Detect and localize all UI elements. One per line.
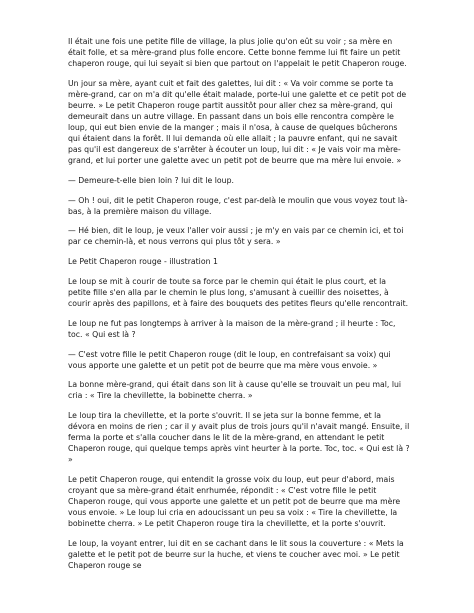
paragraph: Il était une fois une petite fille de village, la plus jolie qu'on eût su voir ; sa mère en était folle, et sa mère-grand plus folle encore. Cette bonne femme lui fit faire un petit chaperon rouge, qui lui seyait si bien que partout on l'appelait le petit Chaperon rouge. [68,37,407,69]
dialogue-line: — Hé bien, dit le loup, je veux l'aller voir aussi ; je m'y en vais par ce chemin ici, et toi par ce chemin-là, et nous verrons qui plus tôt y sera. » [68,226,404,247]
dialogue-line: — Demeure-t-elle bien loin ? lui dit le loup. [68,175,234,185]
paragraph: Le loup ne fut pas longtemps à arriver à la maison de la mère-grand ; il heurte : Toc, toc. « Qui est là ? [68,318,396,339]
paragraph: Le loup se mit à courir de toute sa force par le chemin qui était le plus court, et la petite fille s'en alla par le chemin le plus long, s'amusant à cueillir des noisettes, à courir après des papillons, et à faire des bouquets des petites fleurs qu'elle rencontrait. [68,276,409,309]
dialogue-line: — C'est votre fille le petit Chaperon rouge (dit le loup, en contrefaisant sa voix) qui vous apporte une galette et un petit pot de beurre que ma mère vous envoie. » [68,349,391,370]
paragraph: Le loup tira la chevillette, et la porte s'ouvrit. Il se jeta sur la bonne femme, et la dévora en moins de rien ; car il y avait plus de trois jours qu'il n'avait mangé. Ensuite, il ferma la porte et s'alla coucher dans le lit de la mère-grand, en attendant le petit Chaperon rouge, qui quelque temps après vint heurter à la porte. Toc, toc. « Qui est là ? » [68,411,410,465]
document-body [68,36,410,580]
illustration-caption: Le Petit Chaperon rouge - illustration 1 [68,257,218,267]
paragraph: Le petit Chaperon rouge, qui entendit la grosse voix du loup, eut peur d'abord, mais croyant que sa mère-grand était enrhumée, répondit : « C'est votre fille le petit Chaperon rouge, qui vous apporte une galette et un petit pot de beurre que ma mère vous envoie. » Le loup lui cria en adoucissant un peu sa voix : « Tire la chevillette, la bobinette cherra. » Le petit Chaperon rouge tira la chevillette, et la porte s'ouvrit. [68,475,401,529]
paragraph: Un jour sa mère, ayant cuit et fait des galettes, lui dit : « Va voir comme se porte ta mère-grand, car on m'a dit qu'elle était malade, porte-lui une galette et ce petit pot de beurre. » Le petit Chaperon rouge partit aussitôt pour aller chez sa mère-grand, qui demeurait dans un autre village. En passant dans un bois elle rencontra compère le loup, qui eut bien envie de la manger ; mais il n'osa, à cause de quelques bûcherons qui étaient dans la forêt. Il lui demanda où elle allait ; la pauvre enfant, qui ne savait pas qu'il est dangereux de s'arrêter à écouter un loup, lui dit : « Je vais voir ma mère-grand, et lui porter une galette avec un petit pot de beurre que ma mère lui envoie. » [68,78,407,166]
dialogue-line: — Oh ! oui, dit le petit Chaperon rouge, c'est par-delà le moulin que vous voyez tout là-bas, à la première maison du village. [68,195,408,216]
paragraph: La bonne mère-grand, qui était dans son lit à cause qu'elle se trouvait un peu mal, lui cria : « Tire la chevillette, la bobinette cherra. » [68,380,402,401]
paragraph: Le loup, la voyant entrer, lui dit en se cachant dans le lit sous la couverture : « Mets la galette et le petit pot de beurre sur la huche, et viens te coucher avec moi. » Le petit Chaperon rouge se [68,538,404,571]
